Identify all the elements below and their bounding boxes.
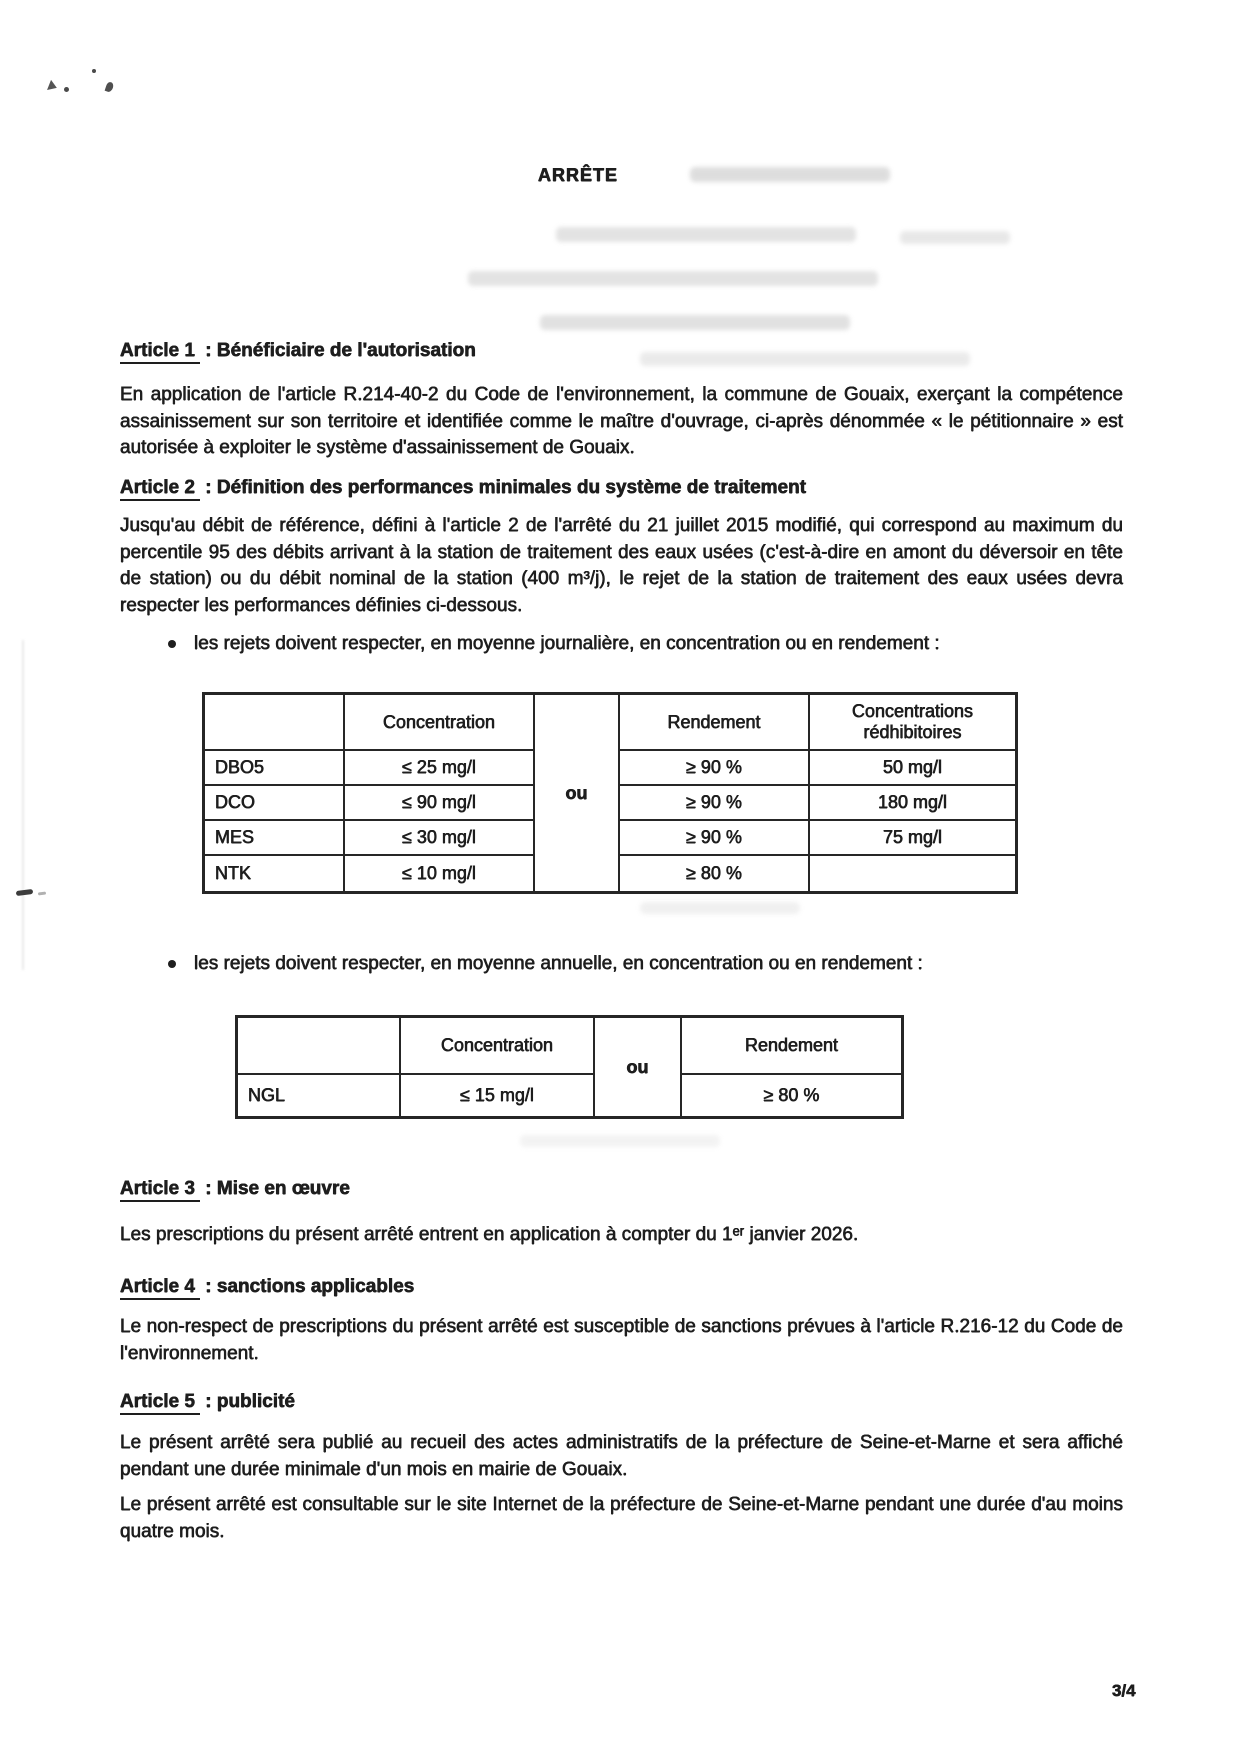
article-4-body: Le non-respect de prescriptions du présent arrêté est susceptible de sanctions prévues à l'article R.216-12 du Code de l'environnement. (120, 1316, 1123, 1364)
article-5-heading (120, 1391, 295, 1413)
bleedthrough-smudge (640, 352, 970, 366)
annual-header-rendement: Rendement (682, 1018, 901, 1075)
bleedthrough-smudge (556, 227, 856, 242)
article-4-label: Article 4 (120, 1276, 200, 1300)
annual-header-param (238, 1018, 401, 1075)
daily-row-dbo5-concentration: ≤ 25 mg/l (345, 751, 535, 786)
article-3-title: Mise en œuvre (216, 1178, 350, 1199)
heading-separator: : (199, 1178, 217, 1199)
bullet-annual-text: les rejets doivent respecter, en moyenne annuelle, en concentration ou en rendement : (194, 953, 923, 974)
bullet-daily-text: les rejets doivent respecter, en moyenne journalière, en concentration ou en rendement : (194, 633, 940, 654)
daily-header-param (205, 695, 345, 751)
daily-row-ntk-rendement: ≥ 80 % (620, 856, 810, 891)
daily-row-mes-param: MES (205, 821, 345, 856)
article-2-title: Définition des performances minimales du système de traitement (216, 477, 807, 498)
daily-row-dco-concentration: ≤ 90 mg/l (345, 786, 535, 821)
daily-row-mes-redhibitoire: 75 mg/l (810, 821, 1015, 856)
article-1-body: En application de l'article R.214-40-2 du Code de l'environnement, la commune de Gouaix, exerçant la compétence assainissement sur son territoire et identifiée comme le maître d'ouvrage, ci-après dénommée « le pétitionnaire » est autorisée à exploiter le système d'assainissement de Gouaix. (120, 384, 1123, 458)
heading-separator: : (199, 340, 217, 361)
daily-performance-table (202, 692, 1018, 894)
heading-separator: : (199, 477, 217, 498)
daily-ou-cell: ou (535, 695, 620, 891)
daily-row-mes-concentration: ≤ 30 mg/l (345, 821, 535, 856)
article-3-body: Les prescriptions du présent arrêté entrent en application à compter du 1ᵉʳ janvier 2026. (120, 1224, 859, 1245)
daily-row-ntk-redhibitoire (810, 856, 1015, 891)
bleedthrough-smudge (468, 271, 878, 286)
article-5-body-2: Le présent arrêté est consultable sur le site Internet de la préfecture de Seine-et-Marne pendant une durée d'au moins quatre mois. (120, 1494, 1123, 1542)
scan-speck (92, 69, 96, 73)
bullet-annual (168, 950, 923, 977)
bleedthrough-smudge (640, 902, 800, 914)
daily-row-dco-param: DCO (205, 786, 345, 821)
document-title: ARRÊTE (538, 165, 619, 185)
article-1-title: Bénéficiaire de l'autorisation (216, 340, 476, 361)
fold-line (22, 640, 24, 970)
scan-speck (64, 87, 69, 92)
article-1-label: Article 1 (120, 340, 200, 364)
article-4-title: sanctions applicables (216, 1276, 415, 1297)
annual-row-ngl-rendement: ≥ 80 % (763, 1085, 820, 1105)
daily-row-dbo5-redhibitoire: 50 mg/l (810, 751, 1015, 786)
bullet-icon (168, 640, 176, 648)
article-1-heading (120, 340, 476, 362)
daily-row-ntk-concentration: ≤ 10 mg/l (345, 856, 535, 891)
article-2-heading (120, 477, 806, 499)
article-3-heading (120, 1178, 350, 1200)
heading-separator: : (199, 1276, 217, 1297)
bleedthrough-smudge (540, 315, 850, 330)
bleedthrough-smudge (520, 1135, 720, 1147)
daily-row-dbo5-param: DBO5 (205, 751, 345, 786)
daily-row-dbo5-rendement: ≥ 90 % (620, 751, 810, 786)
scan-dash (38, 892, 46, 896)
annual-header-concentration: Concentration (401, 1018, 595, 1075)
scan-dash (16, 889, 33, 896)
daily-header-rendement: Rendement (620, 695, 810, 751)
article-4-heading (120, 1276, 414, 1298)
bullet-icon (168, 960, 176, 968)
heading-separator: : (199, 1391, 217, 1412)
bleedthrough-smudge (900, 231, 1010, 244)
annual-row-ngl-concentration: ≤ 15 mg/l (401, 1075, 595, 1116)
daily-row-dco-redhibitoire: 180 mg/l (810, 786, 1015, 821)
annual-ou-cell: ou (595, 1018, 682, 1116)
annual-row-ngl-param: NGL (238, 1075, 401, 1116)
daily-row-dco-rendement: ≥ 90 % (620, 786, 810, 821)
scan-speck (45, 79, 57, 90)
annual-performance-table (235, 1015, 904, 1119)
article-5-label: Article 5 (120, 1391, 200, 1415)
bleedthrough-smudge (690, 167, 890, 182)
article-2-label: Article 2 (120, 477, 200, 501)
daily-header-concentration: Concentration (345, 695, 535, 751)
scan-speck (105, 81, 115, 93)
article-5-title: publicité (216, 1391, 295, 1412)
daily-row-mes-rendement: ≥ 90 % (620, 821, 810, 856)
daily-header-redhibitoire: Concentrations rédhibitoires (810, 695, 1015, 751)
article-5-body-1: Le présent arrêté sera publié au recueil des actes administratifs de la préfecture de Seine-et-Marne et sera affiché pendant une durée minimale d'un mois en mairie de Gouaix. (120, 1432, 1123, 1480)
bullet-daily (168, 630, 940, 657)
daily-row-ntk-param: NTK (205, 856, 345, 891)
article-2-body: Jusqu'au débit de référence, défini à l'article 2 de l'arrêté du 21 juillet 2015 modifié, qui correspond au maximum du percentile 95 des débits arrivant à la station de traitement des eaux usées (c'est-à-dire en amont du déversoir en tête de station) ou du débit nominal de la station (400 m³/j), le rejet de la station de traitement des eaux usées devra respecter les performances définies ci-dessous. (120, 515, 1123, 616)
article-3-label: Article 3 (120, 1178, 200, 1202)
page-number: 3/4 (1112, 1681, 1136, 1700)
